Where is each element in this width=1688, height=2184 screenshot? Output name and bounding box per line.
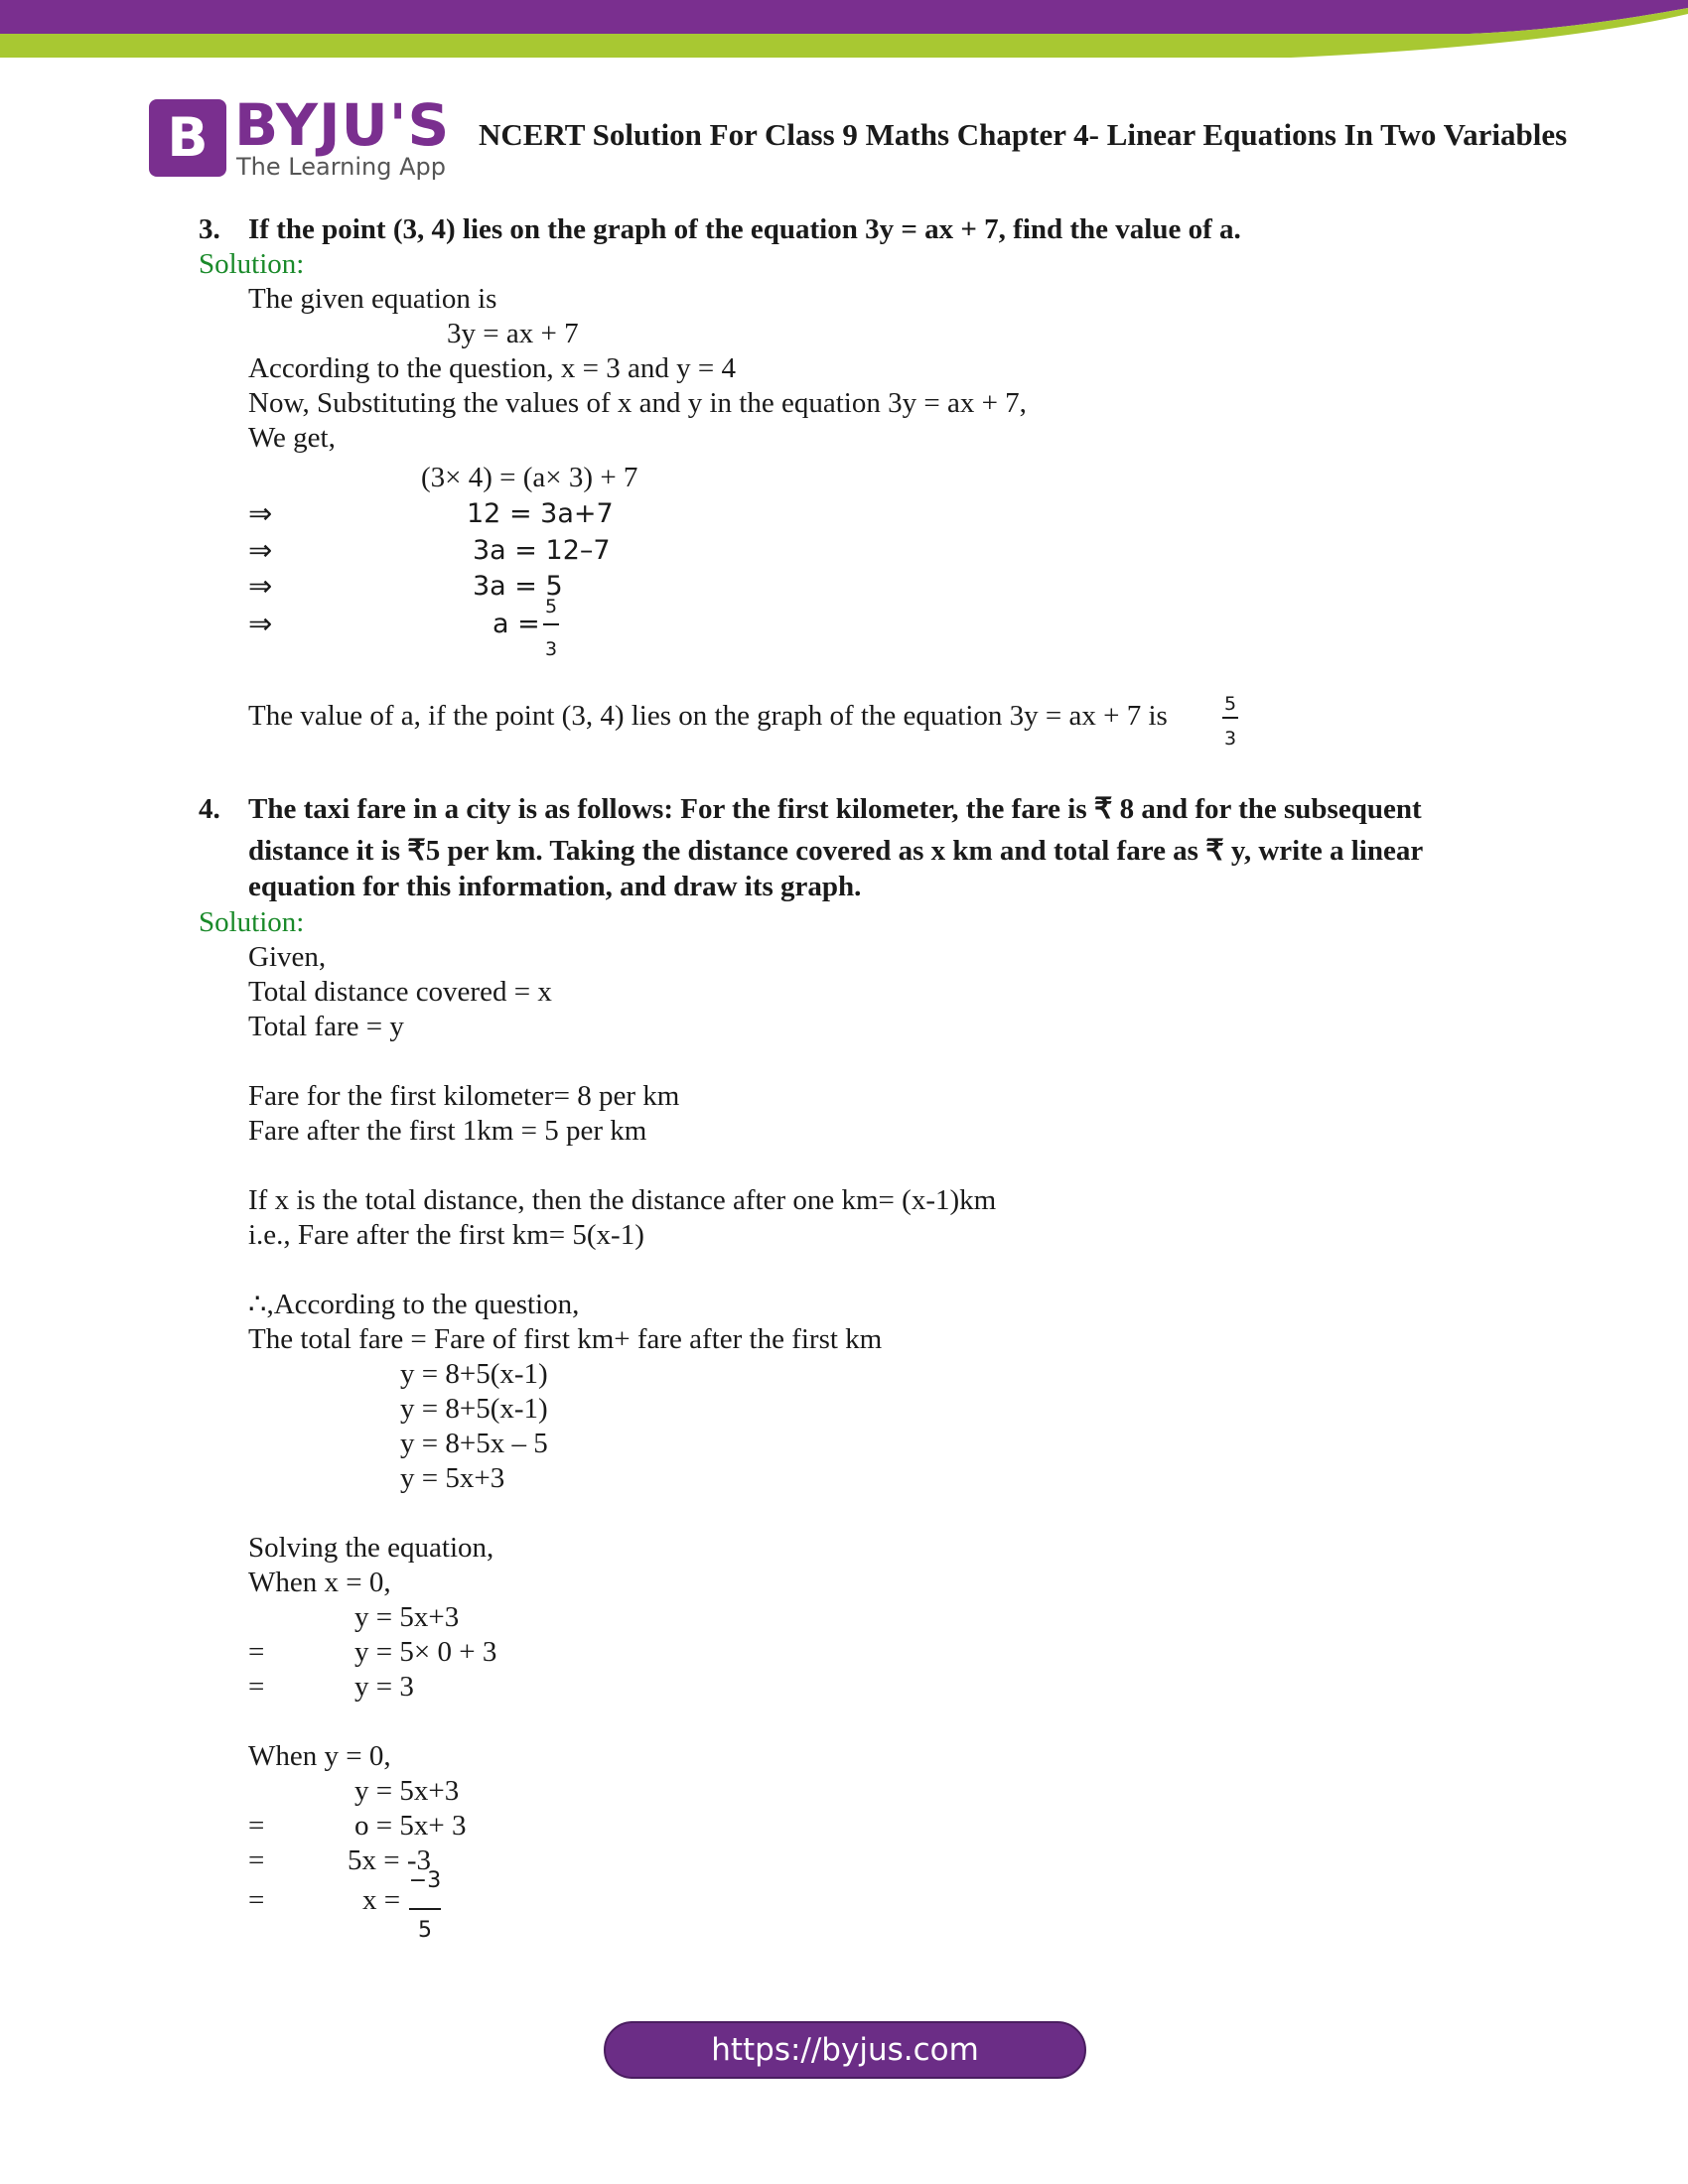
q4-line: Given,	[248, 941, 327, 973]
fraction-numerator: 5	[544, 596, 558, 617]
q3-solution-label: Solution:	[199, 248, 305, 280]
fraction-numerator: −3	[408, 1868, 442, 1893]
q3-equation: 3y = ax + 7	[447, 318, 579, 349]
q4-equation: y = 3	[354, 1671, 414, 1703]
q3-step: 12 = 3a+7	[467, 498, 614, 529]
q4-line: i.e., Fare after the first km= 5(x-1)	[248, 1219, 644, 1251]
q4-equation: y = 5x+3	[354, 1601, 460, 1633]
implies-arrow: ⇒	[248, 535, 273, 567]
q4-equation: o = 5x+ 3	[354, 1810, 467, 1842]
q4-line: Fare for the first kilometer= 8 per km	[248, 1080, 680, 1112]
implies-arrow: ⇒	[248, 609, 273, 640]
q4-line: When x = 0,	[248, 1567, 391, 1598]
fraction-denominator: 3	[1223, 728, 1237, 750]
q3-step: a =	[492, 609, 540, 639]
q3-line: We get,	[248, 422, 336, 454]
q4-number: 4.	[199, 793, 220, 825]
q3-line: Now, Substituting the values of x and y in the equation 3y = ax + 7,	[248, 387, 1027, 419]
q3-step: 3a = 5	[473, 571, 563, 602]
q4-question: The taxi fare in a city is as follows: For the first kilometer, the fare is ₹ 8 and for the subsequent	[248, 793, 1422, 825]
q4-equation: y = 5× 0 + 3	[354, 1636, 497, 1668]
q3-conclusion: The value of a, if the point (3, 4) lies on the graph of the equation 3y = ax + 7 is	[248, 700, 1168, 732]
q4-question: equation for this information, and draw its graph.	[248, 871, 862, 902]
q3-number: 3.	[199, 213, 220, 245]
q4-line: When y = 0,	[248, 1740, 391, 1772]
q4-equation: y = 5x+3	[354, 1775, 460, 1807]
q3-question: If the point (3, 4) lies on the graph of the equation 3y = ax + 7, find the value of a.	[248, 213, 1241, 245]
top-banner	[0, 0, 1688, 69]
q4-line: The total fare = Fare of first km+ fare after the first km	[248, 1323, 883, 1355]
logo-icon: B	[149, 99, 226, 177]
q4-line: If x is the total distance, then the distance after one km= (x-1)km	[248, 1184, 997, 1216]
logo-tagline: The Learning App	[236, 153, 446, 181]
q4-line: Total fare = y	[248, 1011, 404, 1042]
q3-line: The given equation is	[248, 283, 497, 315]
q3-step: 3a = 12–7	[473, 535, 611, 566]
equals-sign: =	[248, 1671, 265, 1703]
q4-question: distance it is ₹5 per km. Taking the distance covered as x km and total fare as ₹ y, write a linear	[248, 835, 1424, 867]
q4-line: Solving the equation,	[248, 1532, 494, 1564]
q4-solution-label: Solution:	[199, 906, 305, 938]
equals-sign: =	[248, 1884, 265, 1916]
fraction-line	[543, 623, 559, 625]
equals-sign: =	[248, 1636, 265, 1668]
q4-line: Total distance covered = x	[248, 976, 552, 1008]
q3-line: According to the question, x = 3 and y = 4	[248, 352, 736, 384]
q4-equation: 5x = -3	[348, 1844, 432, 1876]
fraction-denominator: 3	[544, 638, 558, 660]
fraction-line	[1222, 717, 1238, 719]
q4-equation: y = 5x+3	[400, 1462, 505, 1494]
q3-step: (3× 4) = (a× 3) + 7	[421, 462, 638, 493]
fraction-numerator: 5	[1223, 693, 1237, 715]
q4-equation: y = 8+5x – 5	[400, 1428, 548, 1459]
q4-line: ∴,According to the question,	[248, 1289, 580, 1320]
implies-arrow: ⇒	[248, 571, 273, 603]
fraction-line	[409, 1908, 441, 1910]
fraction-denominator: 5	[418, 1918, 432, 1943]
q4-equation: y = 8+5(x-1)	[400, 1393, 548, 1425]
implies-arrow: ⇒	[248, 498, 273, 530]
logo-name: BYJU'S	[234, 91, 451, 159]
q4-equation: x =	[362, 1884, 401, 1916]
equals-sign: =	[248, 1844, 265, 1876]
byjus-logo[interactable]	[149, 91, 451, 183]
website-url: https://byjus.com	[711, 2032, 979, 2068]
website-link-button[interactable]	[604, 2021, 1086, 2079]
q4-line: Fare after the first 1km = 5 per km	[248, 1115, 647, 1147]
page-title: NCERT Solution For Class 9 Maths Chapter 4- Linear Equations In Two Variables	[479, 117, 1568, 152]
equals-sign: =	[248, 1810, 265, 1842]
q4-equation: y = 8+5(x-1)	[400, 1358, 548, 1390]
